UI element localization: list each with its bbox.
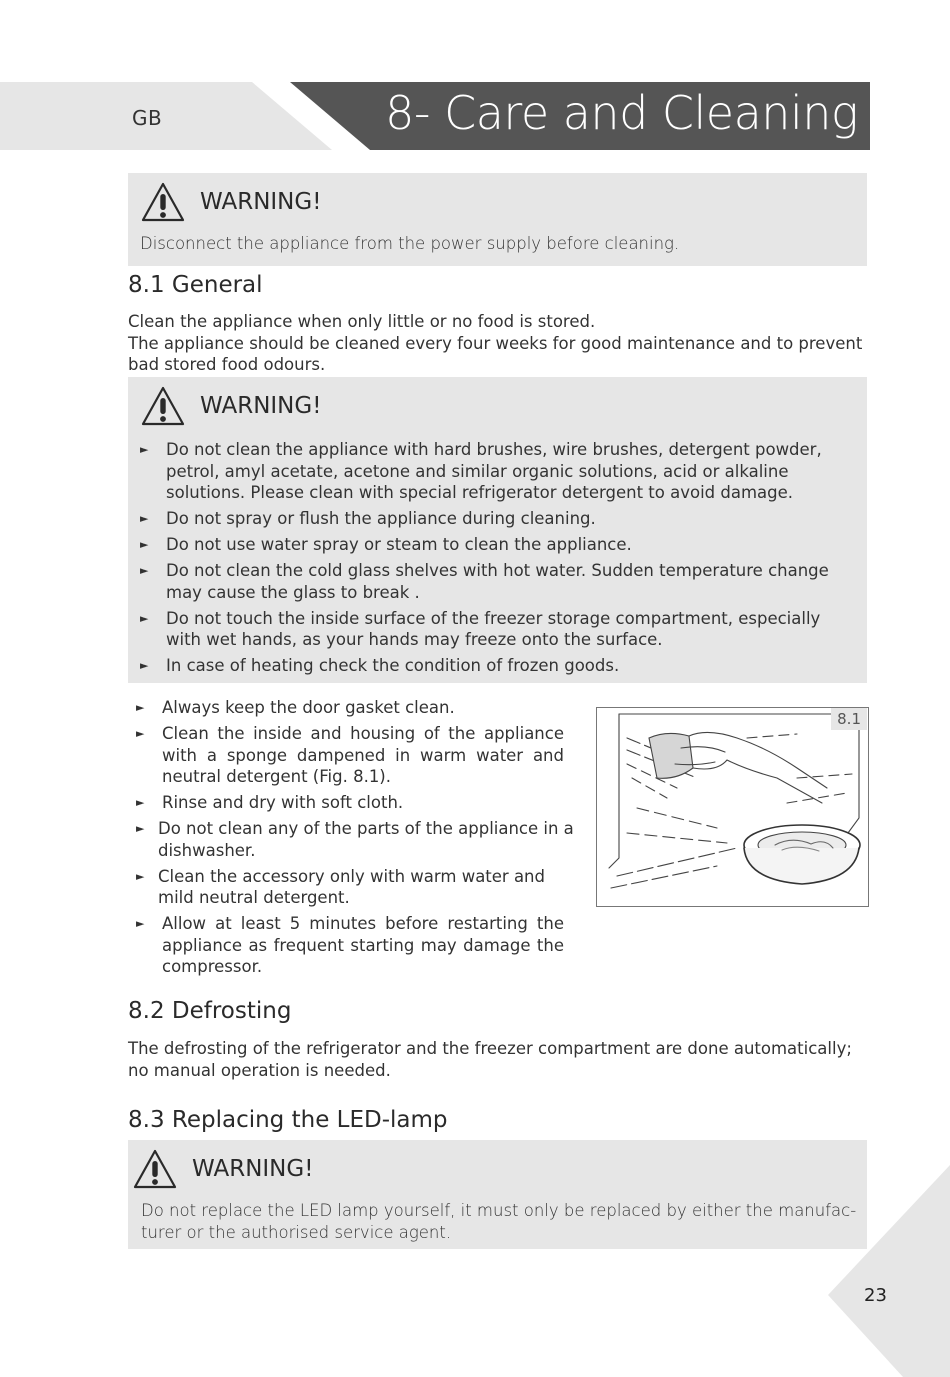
warning-title: WARNING! [192, 1156, 314, 1182]
bullet-arrow-icon: ► [136, 869, 145, 883]
warning-list [132, 439, 859, 677]
list-item: ► Do not clean any of the parts of the appliance in a dishwasher. [136, 819, 574, 860]
warning-box-power [128, 173, 867, 266]
list-item: ► Do not clean the appliance with hard brushes, wire brushes, detergent powder, petrol, amyl acetate, acetone and similar organic solutions, acid or alkaline solutions. Please clean with special refrigerator detergent to avoid damage. [140, 440, 822, 502]
list-item: ► Do not touch the inside surface of the freezer storage compartment, especially with wet hands, as your hands may freeze onto the surface. [140, 608, 821, 649]
list-item: ► In case of heating check the condition of frozen goods. [140, 656, 620, 675]
bullet-arrow-icon: ► [140, 443, 149, 456]
warning-box-led [128, 1140, 867, 1249]
warning-header [132, 1148, 857, 1190]
section-heading-led-lamp: 8.3 Replacing the LED-lamp [128, 1107, 448, 1133]
bullet-arrow-icon: ► [140, 564, 149, 577]
bullet-arrow-icon: ► [136, 796, 145, 809]
page-title: 8- Care and Cleaning [385, 86, 858, 140]
list-item: ► Clean the inside and housing of the appliance with a sponge dampened in warm water and neutral detergent (Fig. 8.1). [136, 724, 564, 786]
general-line-2: The appliance should be cleaned every four weeks for good maintenance and to prevent bad stored food odours. [128, 333, 863, 374]
warning-header [132, 385, 859, 427]
defrosting-paragraph: The defrosting of the refrigerator and the freezer compartment are done automatically; no manual operation is needed. [128, 1039, 852, 1080]
figure-cleaning-illustration [596, 707, 869, 907]
bullet-arrow-icon: ► [136, 727, 145, 740]
warning-triangle-icon [140, 181, 186, 223]
bullet-arrow-icon: ► [140, 512, 149, 525]
figure-label: 8.1 [831, 708, 867, 730]
list-item: ► Clean the accessory only with warm water and mild neutral detergent. [136, 866, 545, 907]
bullet-arrow-icon: ► [140, 659, 149, 672]
region-label: GB [132, 106, 163, 130]
general-line-1: Clean the appliance when only little or no food is stored. [128, 312, 596, 331]
warning-header [140, 181, 867, 223]
section-heading-defrosting: 8.2 Defrosting [128, 998, 292, 1024]
bullet-arrow-icon: ► [136, 917, 145, 930]
page-number: 23 [864, 1285, 887, 1306]
general-paragraph [128, 311, 868, 376]
bullet-arrow-icon: ► [140, 611, 149, 625]
list-item: ► Do not clean the cold glass shelves with hot water. Sudden temperature change may cause the glass to break . [140, 561, 829, 602]
care-list [128, 697, 578, 978]
care-list-container [128, 697, 578, 982]
warning-triangle-icon [140, 385, 186, 427]
warning-title: WARNING! [200, 393, 322, 419]
warning-text: Do not replace the LED lamp yourself, it must only be replaced by either the manufac-turer or the authorised service agent. [141, 1201, 857, 1242]
section-heading-general: 8.1 General [128, 272, 263, 298]
header-tab-background [0, 82, 332, 150]
bullet-arrow-icon: ► [136, 822, 145, 835]
list-item: ► Do not spray or flush the appliance during cleaning. [140, 509, 596, 528]
warning-title: WARNING! [200, 189, 322, 215]
list-item: ► Allow at least 5 minutes before restarting the appliance as frequent starting may damage the compressor. [136, 914, 564, 976]
list-item: ► Rinse and dry with soft cloth. [136, 793, 404, 812]
warning-triangle-icon [132, 1148, 178, 1190]
bullet-arrow-icon: ► [140, 538, 149, 551]
sponge-cleaning-illustration [597, 708, 869, 907]
list-item: ► Do not use water spray or steam to clean the appliance. [140, 535, 632, 554]
bullet-arrow-icon: ► [136, 701, 145, 714]
warning-text: Disconnect the appliance from the power supply before cleaning. [140, 234, 680, 253]
warning-box-cleaning [128, 377, 867, 683]
list-item: ► Always keep the door gasket clean. [136, 698, 455, 717]
